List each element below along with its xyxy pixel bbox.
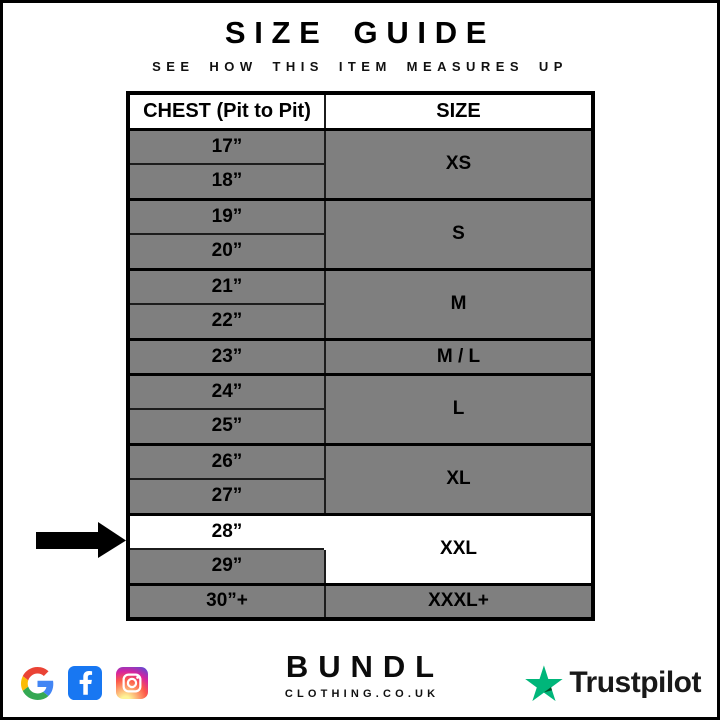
table-row	[128, 444, 593, 479]
size-cell: M / L	[325, 339, 593, 374]
brand-name: BUNDL	[285, 649, 444, 684]
table-header-row	[128, 93, 593, 129]
chest-cell: 18”	[128, 164, 325, 199]
table-row	[128, 374, 593, 409]
chest-cell: 20”	[128, 234, 325, 269]
size-cell: M	[325, 269, 593, 339]
page-title: SIZE GUIDE	[224, 15, 496, 50]
chest-cell: 23”	[128, 339, 325, 374]
size-cell: XS	[325, 129, 593, 199]
table-row	[128, 269, 593, 304]
chest-cell: 25”	[128, 409, 325, 444]
trustpilot-star-icon	[525, 665, 563, 701]
chest-cell: 27”	[128, 479, 325, 514]
size-table	[126, 91, 595, 621]
chest-cell: 24”	[128, 374, 325, 409]
chest-cell: 30”+	[128, 584, 325, 619]
brand-domain: CLOTHING.CO.UK	[284, 688, 440, 700]
table-row	[128, 199, 593, 234]
size-table-body	[128, 129, 593, 619]
column-header-chest: CHEST (Pit to Pit)	[128, 93, 325, 129]
row-pointer-arrow-icon	[36, 522, 126, 558]
chest-cell: 22”	[128, 304, 325, 339]
column-header-size: SIZE	[325, 93, 593, 129]
table-row	[128, 514, 593, 549]
size-cell: L	[325, 374, 593, 444]
chest-cell: 26”	[128, 444, 325, 479]
chest-cell: 21”	[128, 269, 325, 304]
chest-cell: 28”	[128, 514, 325, 549]
table-row	[128, 339, 593, 374]
size-cell: XXL	[325, 514, 593, 584]
chest-cell: 29”	[128, 549, 325, 584]
trustpilot-logo[interactable]	[525, 665, 701, 701]
size-cell: XL	[325, 444, 593, 514]
table-row	[128, 584, 593, 619]
size-cell: S	[325, 199, 593, 269]
chest-cell: 19”	[128, 199, 325, 234]
table-row	[128, 129, 593, 164]
page-subtitle: SEE HOW THIS ITEM MEASURES UP	[152, 59, 568, 74]
chest-cell: 17”	[128, 129, 325, 164]
trustpilot-label: Trustpilot	[569, 666, 701, 699]
size-cell: XXXL+	[325, 584, 593, 619]
